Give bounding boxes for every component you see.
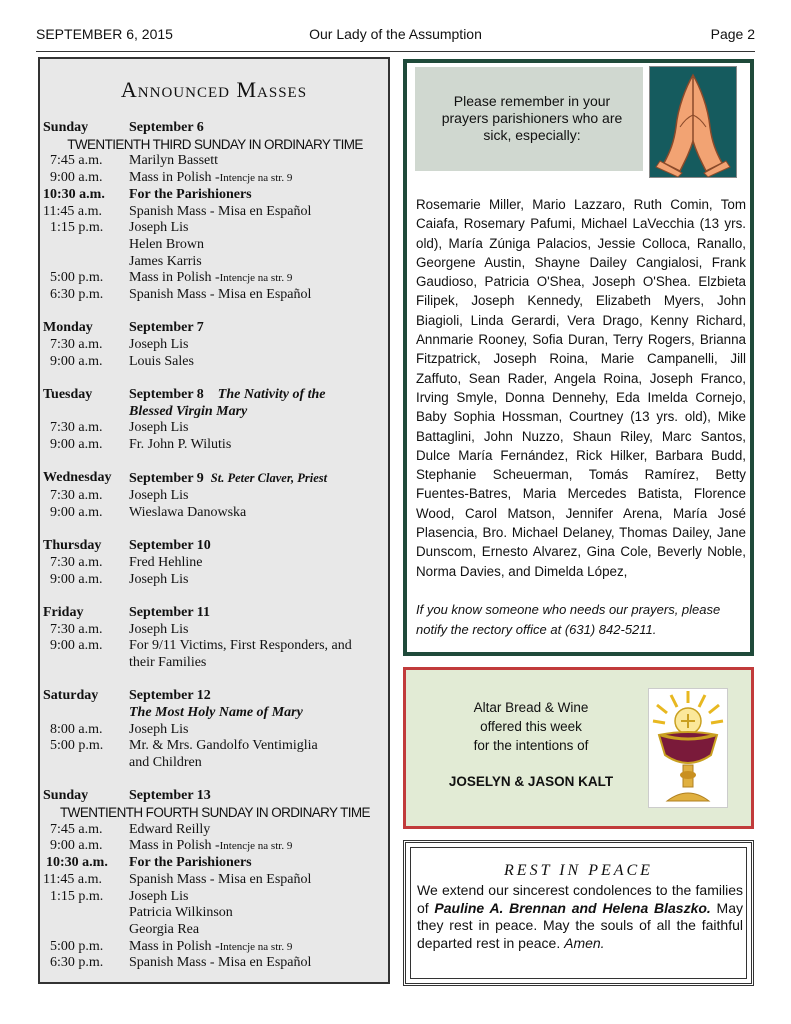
mass-intention: Louis Sales: [129, 353, 194, 369]
mass-intention: Mass in Polish -Intencje na str. 9: [129, 170, 293, 186]
mass-time: 7:30 a.m.: [50, 554, 103, 570]
mass-time: [43, 905, 129, 922]
rip-text: We extend our sincerest condolences to the families of Pauline A. Brennan and Helena Blaszko. May they rest in peace. May the souls of all the faithful departed rest in peace. Amen.: [417, 882, 743, 951]
mass-row: [43, 270, 387, 287]
mass-intention: Joseph Lis: [129, 220, 189, 236]
mass-time: 9:00 a.m.: [50, 170, 103, 186]
mass-intention: Mass in Polish -Intencje na str. 9: [129, 838, 293, 854]
mass-intention: Joseph Lis: [129, 571, 189, 587]
mass-time: 8:00 a.m.: [50, 721, 103, 737]
prayer-heading-box: [415, 67, 643, 171]
feast-name: St. Peter Claver, Priest: [210, 471, 328, 486]
mass-row: [43, 555, 387, 572]
mass-time: 9:00 a.m.: [50, 353, 103, 369]
mass-schedule: [43, 120, 387, 972]
mass-intention: Joseph Lis: [129, 721, 189, 737]
praying-hands-icon: [649, 66, 737, 178]
mass-time: 5:00 p.m.: [50, 270, 104, 286]
mass-time: 11:45 a.m.: [43, 871, 102, 887]
mass-row: [43, 855, 387, 872]
mass-row: [43, 254, 387, 271]
mass-time: 5:00 p.m.: [50, 938, 104, 954]
day-heading: Sunday September 6: [43, 120, 204, 135]
mass-row: [43, 872, 387, 889]
mass-note: Intencje na str. 9: [219, 272, 293, 285]
mass-time: 9:00 a.m.: [50, 437, 103, 453]
mass-note: Intencje na str. 9: [219, 172, 293, 185]
mass-time: 5:00 p.m.: [50, 738, 104, 754]
mass-row: [43, 922, 387, 939]
mass-time: [43, 655, 129, 672]
mass-intention: Joseph Lis: [129, 420, 189, 436]
mass-row: [43, 722, 387, 739]
mass-intention: Edward Reilly: [129, 821, 211, 837]
chalice-icon: [648, 688, 728, 808]
mass-intention: For the Parishioners: [129, 186, 252, 202]
mass-row: [43, 170, 387, 187]
day-heading: Thursday September 10: [43, 538, 211, 554]
header-rule: [36, 51, 755, 52]
mass-note: Intencje na str. 9: [219, 940, 293, 953]
mass-row: [43, 488, 387, 505]
mass-intention: Spanish Mass - Misa en Español: [129, 203, 312, 219]
mass-time: [43, 922, 129, 939]
prayer-heading: Please remember in your prayers parishioners who are sick, especially:: [441, 93, 623, 143]
mass-time: 7:30 a.m.: [50, 621, 103, 637]
rip-title: REST IN PEACE: [504, 862, 653, 879]
feast-name: The Nativity of the: [217, 387, 326, 403]
mass-intention: Joseph Lis: [129, 621, 189, 637]
mass-time: 11:45 a.m.: [43, 203, 102, 219]
mass-time: 10:30 a.m.: [46, 855, 108, 871]
mass-row: [43, 337, 387, 354]
mass-time: [43, 237, 129, 254]
mass-row: [43, 955, 387, 972]
mass-time: 7:45 a.m.: [50, 821, 103, 837]
mass-intention: their Families: [129, 654, 207, 670]
mass-intention: For the Parishioners: [129, 855, 252, 871]
mass-time: 1:15 p.m.: [50, 220, 104, 236]
feast-name-cont: Blessed Virgin Mary: [129, 403, 248, 419]
mass-time: 9:00 a.m.: [50, 838, 103, 854]
rest-in-peace-box: [403, 840, 754, 986]
parish-name: Our Lady of the Assumption: [309, 26, 482, 42]
mass-row: [43, 638, 387, 655]
mass-rows: [43, 555, 387, 588]
mass-row: [43, 437, 387, 454]
mass-intention: and Children: [129, 755, 202, 771]
day-heading: Monday September 7: [43, 320, 204, 336]
mass-rows: [43, 622, 387, 672]
mass-row: [43, 889, 387, 906]
mass-intention: Joseph Lis: [129, 488, 189, 504]
mass-rows: [43, 822, 387, 972]
mass-time: 6:30 p.m.: [50, 955, 104, 971]
mass-row: [43, 572, 387, 589]
mass-intention: Spanish Mass - Misa en Español: [129, 871, 312, 887]
mass-note: Intencje na str. 9: [219, 840, 293, 853]
mass-time: 7:45 a.m.: [50, 153, 103, 169]
mass-row: [43, 220, 387, 237]
mass-row: [43, 287, 387, 304]
mass-intention: Spanish Mass - Misa en Español: [129, 955, 312, 971]
mass-time: 1:15 p.m.: [50, 888, 104, 904]
mass-row: [43, 738, 387, 755]
mass-intention: Mr. & Mrs. Gandolfo Ventimiglia: [129, 738, 318, 754]
sunday-title: TWENTIENTH THIRD SUNDAY IN ORDINARY TIME: [67, 136, 363, 152]
page-header: [36, 26, 755, 46]
mass-row: [43, 939, 387, 956]
mass-row: [43, 237, 387, 254]
sick-parishioners-list: Rosemarie Miller, Mario Lazzaro, Ruth Comin, Tom Caiafa, Rosemary Pafumi, Michael LaVecchia (13 yrs. old), María Zúniga Palacios, Jessie Colloca, Ranallo, Georgene Austin, Shayne Dailey Cangialosi, Frank Gaudioso, Patricia O'Shea, Joseph O'Shea. Elzbieta Filipek, Joseph Kennedy, Elizabeth Myers, John Biagioli, Linda Gerardi, Vera Drago, Kenny Richard, Annmarie Rooney, Sofia Duran, Terry Rogers, Brianna Fitzpatrick, Joseph Roina, Marie Campanelli, Jill Zaffuto, Sean Rader, Angela Roina, Joseph Franco, Irving Smyle, Donna Dennehy, Eda Imelda Cornejo, Baby Sophia Hossman, Courtney (13 yrs. old), Mike Battaglini, John Nuzzo, Shaun Riley, Marc Santos, Dulce María Fernández, Rick Hilker, Barbara Budd, Stephanie Scheuerman, Tomás Ramírez, Betty Fuentes-Batres, Maria Mercedes Batista, Florence Wood, Carol Matson, Jennifer Arena, María José Plasencia, Bro. Michael Delaney, Thomas Dailey, Jane Dunscom, Ernesto Alvarez, Gina Cole, Beverly Noble, Norma Davies, and Dimelda López,: [416, 197, 746, 579]
mass-row: [43, 822, 387, 839]
mass-time: 9:00 a.m.: [50, 504, 103, 520]
mass-rows: [43, 153, 387, 303]
mass-intention: Georgia Rea: [129, 921, 200, 937]
mass-intention: Marilyn Bassett: [129, 153, 219, 169]
mass-time: [43, 254, 129, 271]
prayer-list-box: [403, 59, 754, 656]
mass-intention: Fred Hehline: [129, 554, 203, 570]
mass-intention: For 9/11 Victims, First Responders, and: [129, 638, 352, 654]
altar-bread-box: [403, 667, 754, 829]
day-heading: Sunday September 13: [43, 788, 211, 804]
mass-intention: Mass in Polish -Intencje na str. 9: [129, 270, 293, 286]
mass-intention: Patricia Wilkinson: [129, 905, 233, 921]
mass-row: [43, 204, 387, 221]
mass-row: [43, 655, 387, 672]
altar-intention-names: JOSELYN & JASON KALT: [448, 774, 614, 789]
altar-text: Altar Bread & Wine offered this week for the intentions of: [473, 700, 589, 753]
day-heading: Tuesday September 8 The Nativity of the: [43, 387, 326, 403]
masses-title: Announced Masses: [120, 77, 308, 102]
mass-row: [43, 153, 387, 170]
mass-rows: [43, 420, 387, 453]
day-heading: Friday September 11: [43, 604, 211, 620]
mass-row: [43, 905, 387, 922]
deceased-names: Pauline A. Brennan and Helena Blaszko.: [434, 899, 711, 916]
mass-time: 10:30 a.m.: [43, 186, 105, 202]
mass-row: [43, 354, 387, 371]
announced-masses-panel: [38, 57, 390, 984]
mass-time: 7:30 a.m.: [50, 420, 103, 436]
mass-row: [43, 505, 387, 522]
mass-time: 9:00 a.m.: [50, 638, 103, 654]
mass-time: 7:30 a.m.: [50, 337, 103, 353]
mass-intention: Wieslawa Danowska: [129, 504, 247, 520]
mass-row: [43, 838, 387, 855]
mass-time: 7:30 a.m.: [50, 488, 103, 504]
mass-row: [43, 755, 387, 772]
sunday-title: TWENTIENTH FOURTH SUNDAY IN ORDINARY TIME: [60, 805, 370, 821]
mass-rows: [43, 722, 387, 772]
mass-intention: James Karris: [129, 253, 202, 269]
mass-time: [43, 755, 129, 772]
mass-intention: Spanish Mass - Misa en Español: [129, 287, 312, 303]
feast-name: The Most Holy Name of Mary: [129, 704, 303, 720]
mass-time: 9:00 a.m.: [50, 571, 103, 587]
mass-intention: Fr. John P. Wilutis: [129, 437, 232, 453]
mass-rows: [43, 337, 387, 370]
mass-intention: Helen Brown: [129, 236, 205, 252]
mass-row: [43, 622, 387, 639]
day-heading: Saturday September 12: [43, 688, 211, 704]
mass-row: [43, 420, 387, 437]
mass-time: 6:30 p.m.: [50, 287, 104, 303]
mass-intention: Joseph Lis: [129, 888, 189, 904]
mass-row: [43, 187, 387, 204]
mass-intention: Mass in Polish -Intencje na str. 9: [129, 938, 293, 954]
mass-rows: [43, 488, 387, 521]
page-number: Page 2: [710, 26, 755, 42]
issue-date: SEPTEMBER 6, 2015: [36, 26, 173, 42]
day-heading: Wednesday September 9 St. Peter Claver, Priest: [43, 470, 328, 487]
mass-intention: Joseph Lis: [129, 337, 189, 353]
prayer-note: If you know someone who needs our prayers, please notify the rectory office at (631) 842-5211.: [416, 602, 721, 637]
